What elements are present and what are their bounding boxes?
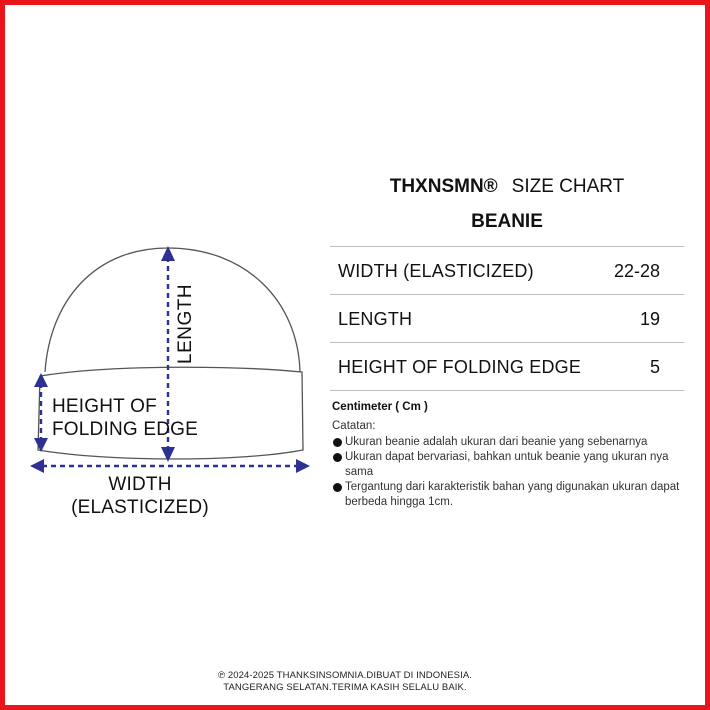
footer — [0, 670, 690, 694]
measurement-name: LENGTH — [338, 309, 413, 329]
size-chart-label: SIZE CHART — [511, 176, 625, 197]
notes-heading: Catatan: — [332, 420, 376, 432]
length-label: LENGTH — [175, 283, 196, 364]
note-text: Tergantung dari karakteristik bahan yang digunakan ukuran dapat berbeda hingga 1cm. — [345, 481, 680, 508]
bullet-icon — [333, 438, 342, 447]
footer-line2: TANGERANG SELATAN.TERIMA KASIH SELALU BAIK. — [223, 682, 467, 693]
folding-edge-label-line2: FOLDING EDGE — [52, 419, 198, 440]
size-chart-heading — [330, 176, 684, 198]
length-arrow-bottom — [161, 447, 175, 462]
size-table — [330, 246, 684, 391]
measurement-value: 22-28 — [613, 261, 660, 281]
width-label-line1: WIDTH — [108, 474, 172, 495]
folding-arrow-bottom — [34, 438, 48, 452]
measurement-value: 19 — [639, 309, 660, 329]
list-item — [332, 450, 692, 480]
list-item — [332, 480, 692, 510]
bullet-icon — [333, 453, 342, 462]
measurement-name: WIDTH (ELASTICIZED) — [338, 261, 534, 281]
beanie-crown-outline — [45, 248, 300, 372]
table-row — [330, 343, 684, 391]
footer-line1: ℗ 2024-2025 THANKSINSOMNIA.DIBUAT DI INDONESIA. — [217, 670, 473, 681]
unit-label: Centimeter ( Cm ) — [332, 401, 428, 413]
beanie-diagram — [0, 0, 330, 560]
table-row — [330, 295, 684, 343]
width-arrow-right — [296, 459, 310, 473]
notes-list — [332, 435, 692, 510]
bullet-icon — [333, 483, 342, 492]
product-title: BEANIE — [471, 211, 543, 232]
width-arrow-left — [30, 459, 44, 473]
width-label-line2: (ELASTICIZED) — [71, 497, 209, 518]
brand-name: THXNSMN® — [389, 176, 498, 197]
measurement-value: 5 — [649, 357, 660, 377]
note-text: Ukuran dapat bervariasi, bahkan untuk beanie yang ukuran nya sama — [345, 451, 669, 478]
measurement-name: HEIGHT OF FOLDING EDGE — [338, 357, 582, 377]
list-item — [332, 435, 692, 450]
note-text: Ukuran beanie adalah ukuran dari beanie yang sebenarnya — [345, 436, 648, 448]
table-row — [330, 247, 684, 295]
folding-edge-label-line1: HEIGHT OF — [52, 396, 157, 417]
